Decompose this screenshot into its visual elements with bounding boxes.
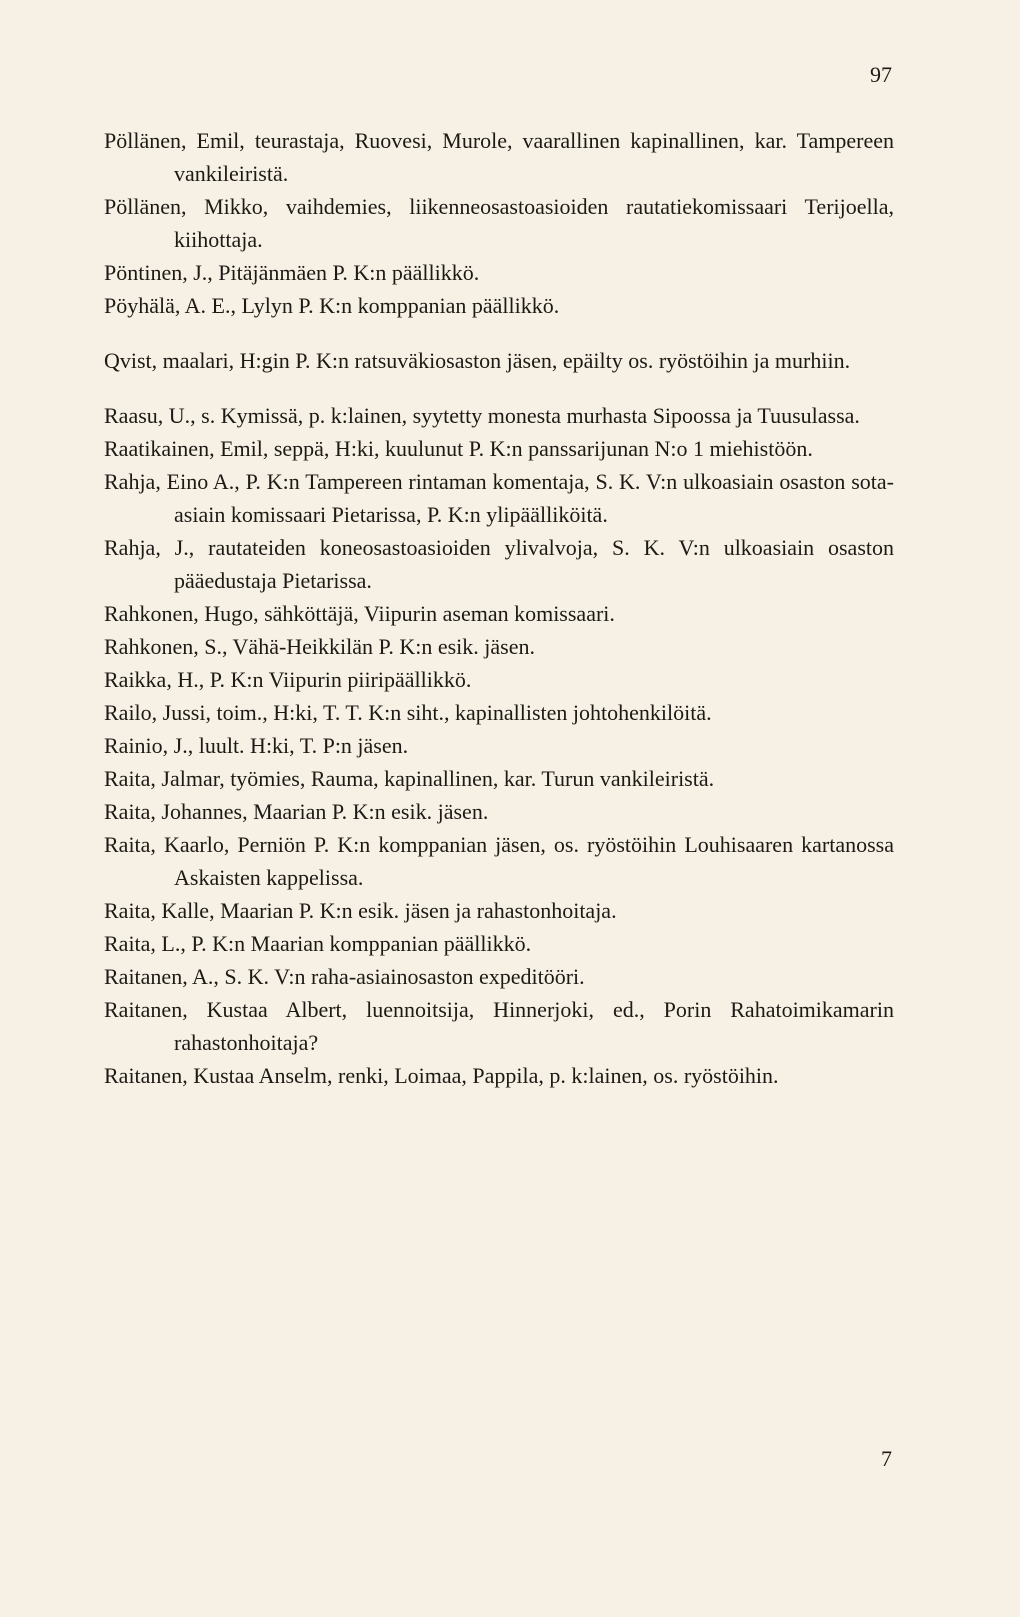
list-item: Rahkonen, S., Vähä-Heikkilän P. K:n esik. jäsen. [104, 634, 535, 659]
list-item: Rahkonen, Hugo, sähköttäjä, Viipurin aseman komissaari. [104, 601, 615, 626]
list-item: Raita, Kaarlo, Perniön P. K:n komppanian jäsen, os. ryöstöihin Louhisaaren kartanossa Askaisten kappelissa. [104, 832, 894, 890]
list-item: Pöllänen, Emil, teurastaja, Ruovesi, Murole, vaarallinen kapinallinen, kar. Tampereen vankileiristä. [104, 128, 894, 186]
list-item: Pöllänen, Mikko, vaihdemies, liikenneosastoasioiden rautatiekomissaari Terijoella, kiihottaja. [104, 194, 894, 252]
list-item: Raitanen, Kustaa Albert, luennoitsija, Hinnerjoki, ed., Porin Rahatoimikamarin rahastonhoitaja? [104, 997, 894, 1055]
entry-list [104, 124, 894, 1092]
list-item: Raasu, U., s. Kymissä, p. k:lainen, syytetty monesta murhasta Sipoossa ja Tuusulassa. [104, 403, 860, 428]
list-item: Raita, Johannes, Maarian P. K:n esik. jäsen. [104, 799, 489, 824]
list-item: Qvist, maalari, H:gin P. K:n ratsuväkiosaston jäsen, epäilty os. ryöstöihin ja murhiin. [104, 348, 851, 373]
list-item: Rahja, J., rautateiden koneosastoasioiden ylivalvoja, S. K. V:n ulkoasiain osaston pääedustaja Pietarissa. [104, 535, 894, 593]
list-item: Raikka, H., P. K:n Viipurin piiripäällikkö. [104, 667, 472, 692]
list-item: Rahja, Eino A., P. K:n Tampereen rintaman komentaja, S. K. V:n ulkoasiain osaston sota-asiain komissaari Pietarissa, P. K:n ylipäälliköitä. [104, 469, 894, 527]
list-item: Raitanen, Kustaa Anselm, renki, Loimaa, Pappila, p. k:lainen, os. ryöstöihin. [104, 1063, 779, 1088]
list-item: Raita, Kalle, Maarian P. K:n esik. jäsen ja rahastonhoitaja. [104, 898, 617, 923]
page-number: 97 [870, 62, 892, 87]
signature-mark: 7 [881, 1446, 892, 1471]
list-item: Rainio, J., luult. H:ki, T. P:n jäsen. [104, 733, 409, 758]
list-item: Raitanen, A., S. K. V:n raha-asiainosaston expeditööri. [104, 964, 585, 989]
list-item: Pöntinen, J., Pitäjänmäen P. K:n päällikkö. [104, 260, 480, 285]
list-item: Raita, Jalmar, työmies, Rauma, kapinallinen, kar. Turun vankileiristä. [104, 766, 715, 791]
list-item: Raatikainen, Emil, seppä, H:ki, kuulunut P. K:n panssarijunan N:o 1 miehistöön. [104, 436, 813, 461]
list-item: Pöyhälä, A. E., Lylyn P. K:n komppanian päällikkö. [104, 293, 560, 318]
list-item: Raita, L., P. K:n Maarian komppanian päällikkö. [104, 931, 532, 956]
list-item: Railo, Jussi, toim., H:ki, T. T. K:n siht., kapinallisten johtohenkilöitä. [104, 700, 712, 725]
